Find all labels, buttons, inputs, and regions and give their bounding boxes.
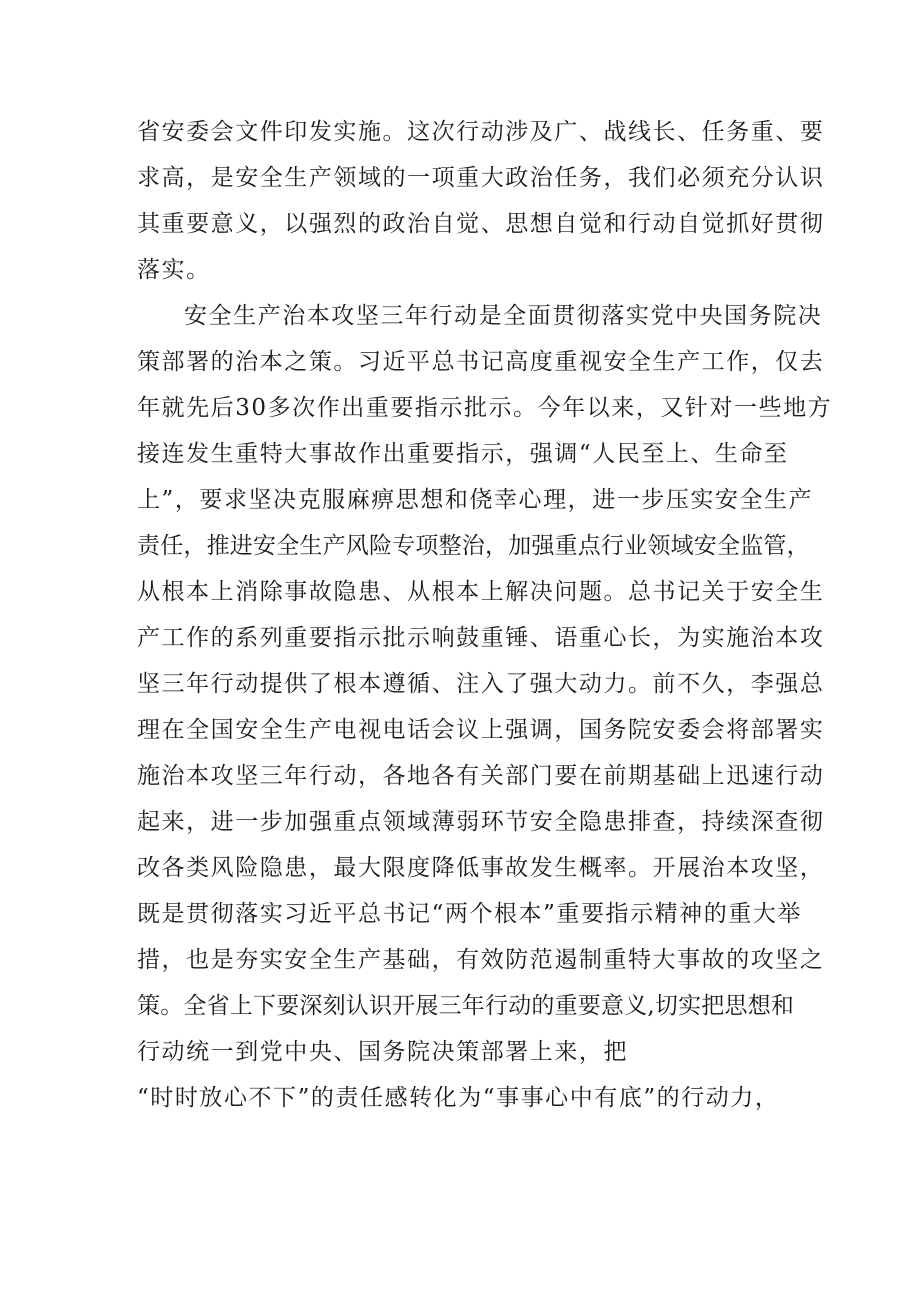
text-line: 从根本上消除事故隐患、从根本上解决问题。总书记关于安全生 — [137, 579, 825, 605]
text-line: 年就先后30多次作出重要指示批示。今年以来，又针对一些地方 — [137, 395, 833, 421]
text-line: 改各类风险隐患，最大限度降低事故发生概率。开展治本攻坚， — [137, 855, 825, 881]
text-line: 求高，是安全生产领域的一项重大政治任务，我们必须充分认识 — [137, 165, 825, 191]
text-line: 省安委会文件印发实施。这次行动涉及广、战线长、任务重、要 — [137, 119, 825, 145]
text-line: 行动统一到党中央、国务院决策部署上来，把 — [137, 1039, 628, 1065]
text-line: 措，也是夯实安全生产基础，有效防范遏制重特大事故的攻坚之 — [137, 947, 825, 973]
text-line: 施治本攻坚三年行动，各地各有关部门要在前期基础上迅速行动 — [137, 763, 825, 789]
text-line: 既是贯彻落实习近平总书记“两个根本”重要指示精神的重大举 — [137, 901, 802, 927]
text-line: 上”，要求坚决克服麻痹思想和侥幸心理，进一步压实安全生产 — [137, 487, 814, 513]
text-line: 其重要意义，以强烈的政治自觉、思想自觉和行动自觉抓好贯彻 — [137, 211, 825, 237]
text-line: 策部署的治本之策。习近平总书记高度重视安全生产工作，仅去 — [137, 349, 825, 375]
text-line: 接连发生重特大事故作出重要指示，强调“人民至上、生命至 — [137, 441, 789, 467]
text-line: “时时放心不下”的责任感转化为“事事心中有底”的行动力， — [137, 1085, 780, 1111]
text-line: 落实。 — [137, 257, 211, 283]
text-line: 坚三年行动提供了根本遵循、注入了强大动力。前不久，李强总 — [137, 671, 825, 697]
text-line: 起来，进一步加强重点领域薄弱环节安全隐患排查，持续深查彻 — [137, 809, 825, 835]
text-line: 策。全省上下要深刻认识开展三年行动的重要意义,切实把思想和 — [137, 993, 795, 1019]
text-line: 责任，推进安全生产风险专项整治，加强重点行业领域安全监管， — [137, 533, 810, 559]
text-line: 理在全国安全生产电视电话会议上强调，国务院安委会将部署实 — [137, 717, 825, 743]
paragraph-first-line: 安全生产治本攻坚三年行动是全面贯彻落实党中央国务院决 — [184, 303, 823, 329]
text-line: 产工作的系列重要指示批示响鼓重锤、语重心长，为实施治本攻 — [137, 625, 825, 651]
